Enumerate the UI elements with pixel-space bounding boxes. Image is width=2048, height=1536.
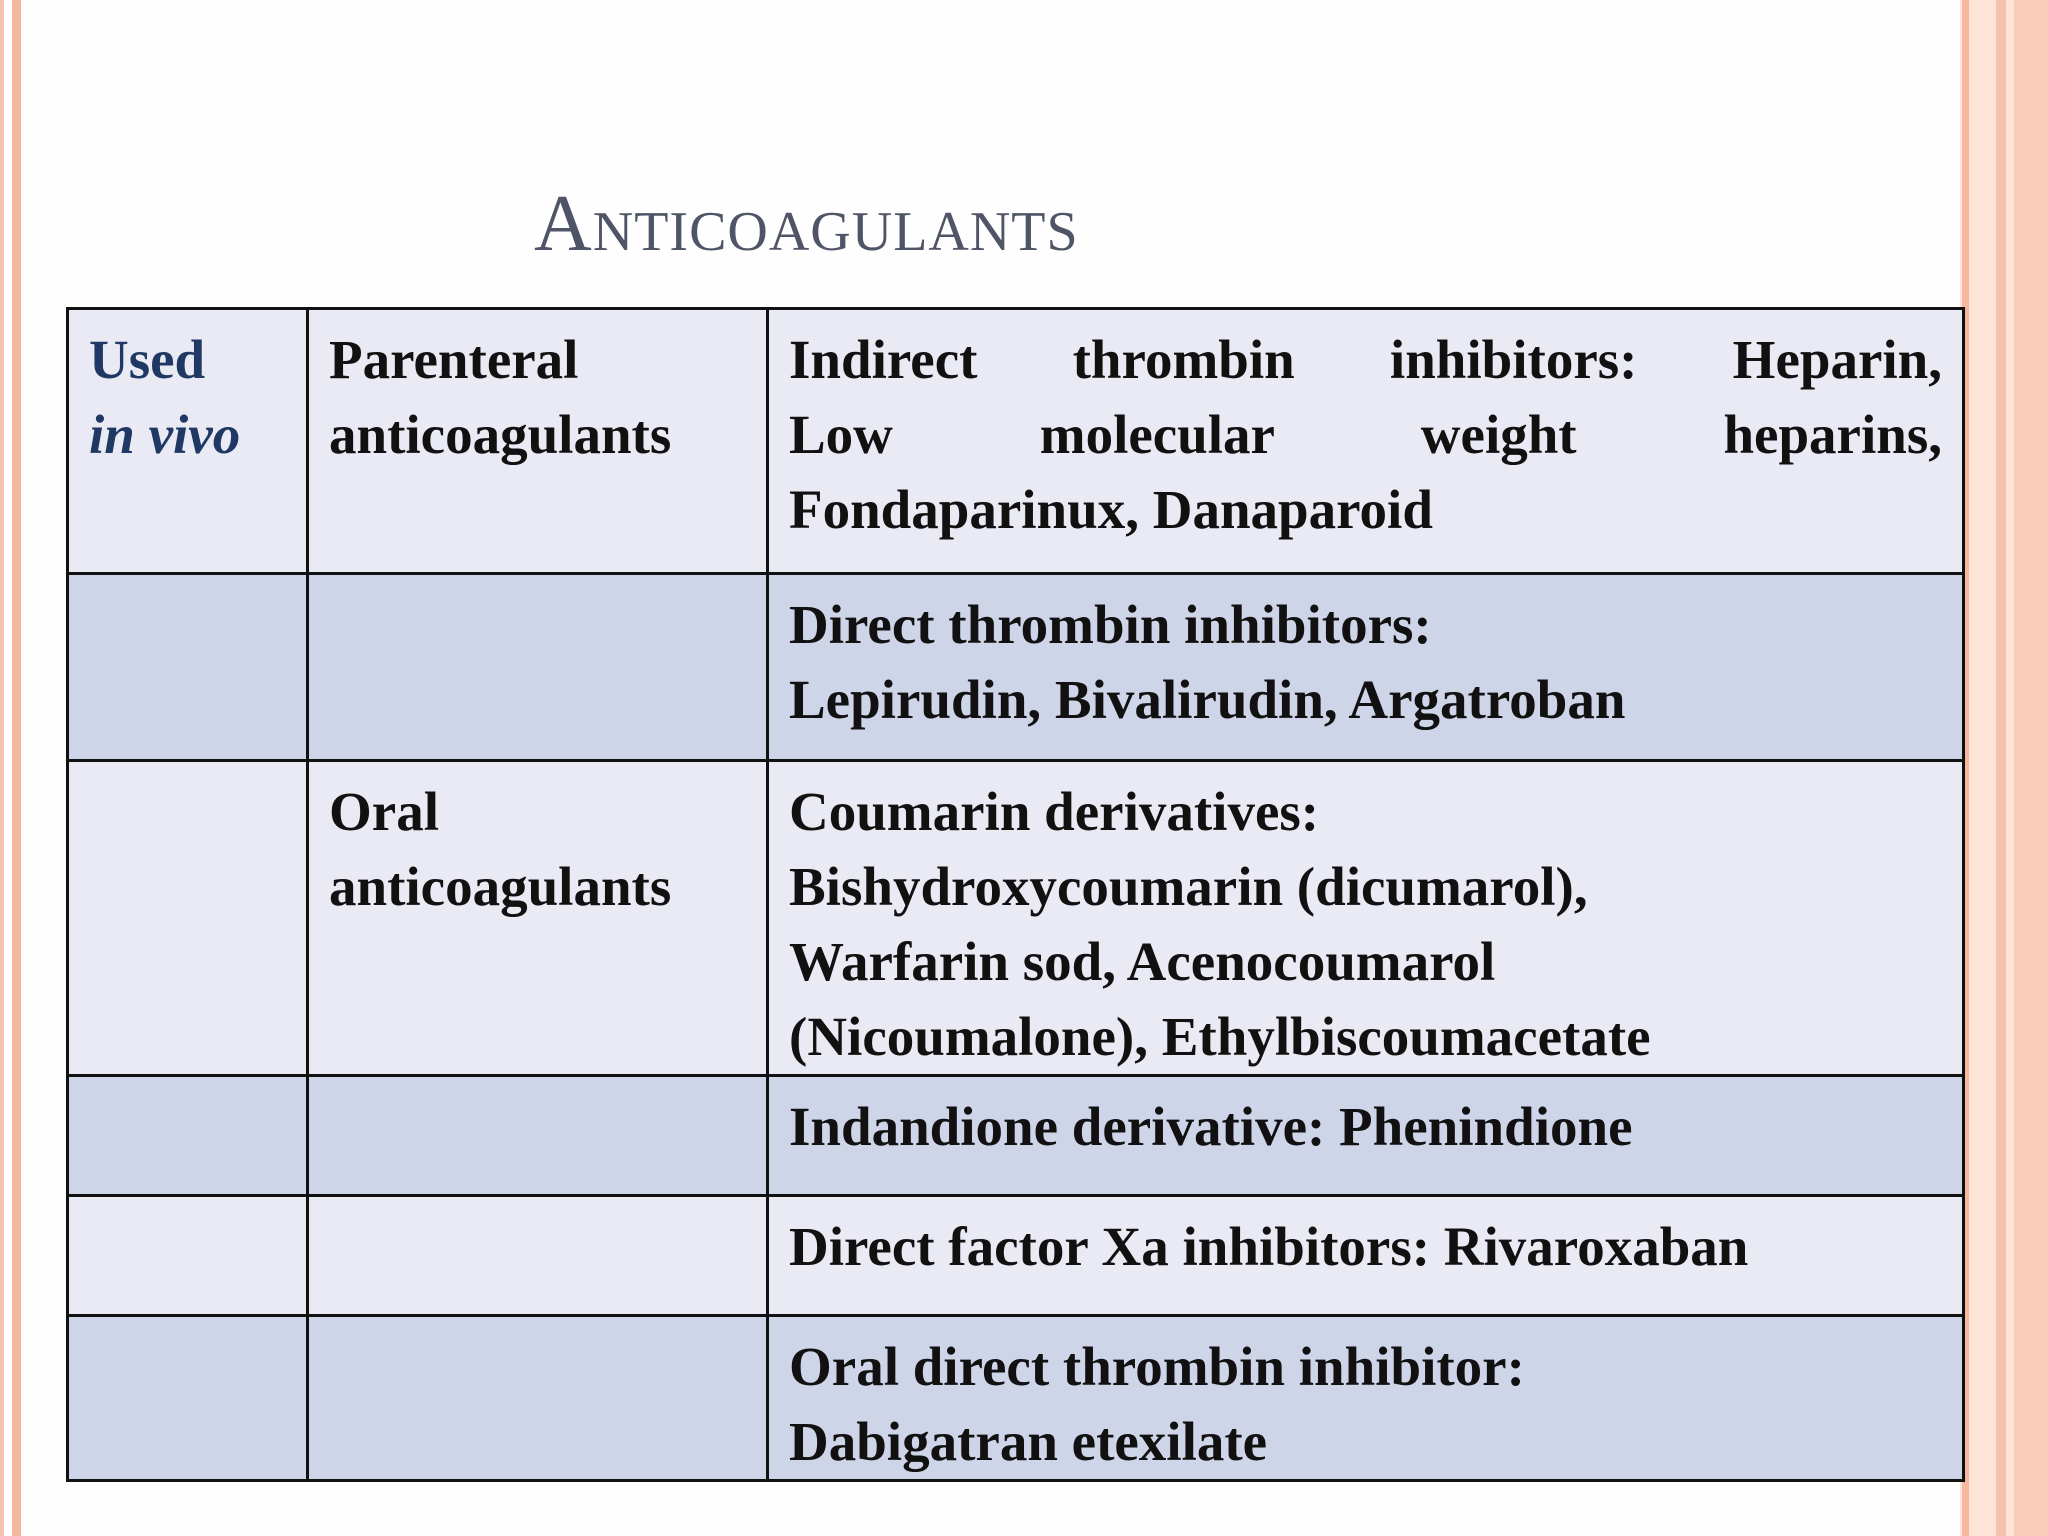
route-cell — [308, 309, 768, 574]
drug-line: Indandione derivative: Phenindione — [789, 1096, 1633, 1157]
slide-title: Anticoagulants — [534, 180, 1079, 268]
left-decorative-stripe-outer — [0, 0, 4, 1536]
route-cell — [308, 761, 768, 1076]
table-row — [68, 309, 1964, 574]
drug-line: Dabigatran etexilate — [789, 1411, 1268, 1472]
drug-class-cell — [768, 1076, 1964, 1196]
right-decorative-stripe-c — [2014, 0, 2048, 1536]
drug-line: Lepirudin, Bivalirudin, Argatroban — [789, 669, 1626, 730]
route-cell-empty — [308, 1196, 768, 1316]
drug-line: Direct thrombin inhibitors: — [789, 594, 1432, 655]
usage-cell-empty — [68, 1196, 308, 1316]
drug-class-cell — [768, 574, 1964, 761]
drug-line: Coumarin derivatives: — [789, 781, 1320, 842]
drug-class-cell — [768, 1316, 1964, 1481]
parenteral-label: Parenteral — [329, 329, 579, 390]
drug-line: Direct factor Xa inhibitors: Rivaroxaban — [789, 1216, 1749, 1277]
in-vivo-label: in vivo — [89, 404, 241, 465]
drug-class-cell — [768, 761, 1964, 1076]
left-decorative-stripe-inner — [12, 0, 21, 1536]
drug-line: Warfarin sod, Acenocoumarol — [789, 931, 1496, 992]
drug-line: Oral direct thrombin inhibitor: — [789, 1336, 1525, 1397]
route-cell-empty — [308, 1316, 768, 1481]
table-row — [68, 574, 1964, 761]
oral-label-2: anticoagulants — [329, 856, 672, 917]
route-cell-empty — [308, 1076, 768, 1196]
usage-cell-empty — [68, 1076, 308, 1196]
drug-line: Bishydroxycoumarin (dicumarol), — [789, 856, 1588, 917]
usage-cell-empty — [68, 1316, 308, 1481]
route-cell-empty — [308, 574, 768, 761]
usage-cell-empty — [68, 574, 308, 761]
table-row — [68, 1316, 1964, 1481]
drug-line: Fondaparinux, Danaparoid — [789, 479, 1433, 540]
drug-class-cell — [768, 309, 1964, 574]
drug-line: (Nicoumalone), Ethylbiscoumacetate — [789, 1006, 1651, 1067]
drug-line: Indirect thrombin inhibitors: Heparin, — [789, 329, 1942, 390]
right-decorative-stripe-b — [1996, 0, 2006, 1536]
parenteral-label-2: anticoagulants — [329, 404, 672, 465]
table-row — [68, 1196, 1964, 1316]
drug-line: Low molecular weight heparins, — [789, 404, 1942, 465]
oral-label: Oral — [329, 781, 439, 842]
drug-class-cell — [768, 1196, 1964, 1316]
table-row — [68, 761, 1964, 1076]
usage-cell — [68, 309, 308, 574]
usage-cell-empty — [68, 761, 308, 1076]
anticoagulants-table — [66, 307, 1965, 1482]
table-row — [68, 1076, 1964, 1196]
used-label: Used — [89, 329, 206, 390]
